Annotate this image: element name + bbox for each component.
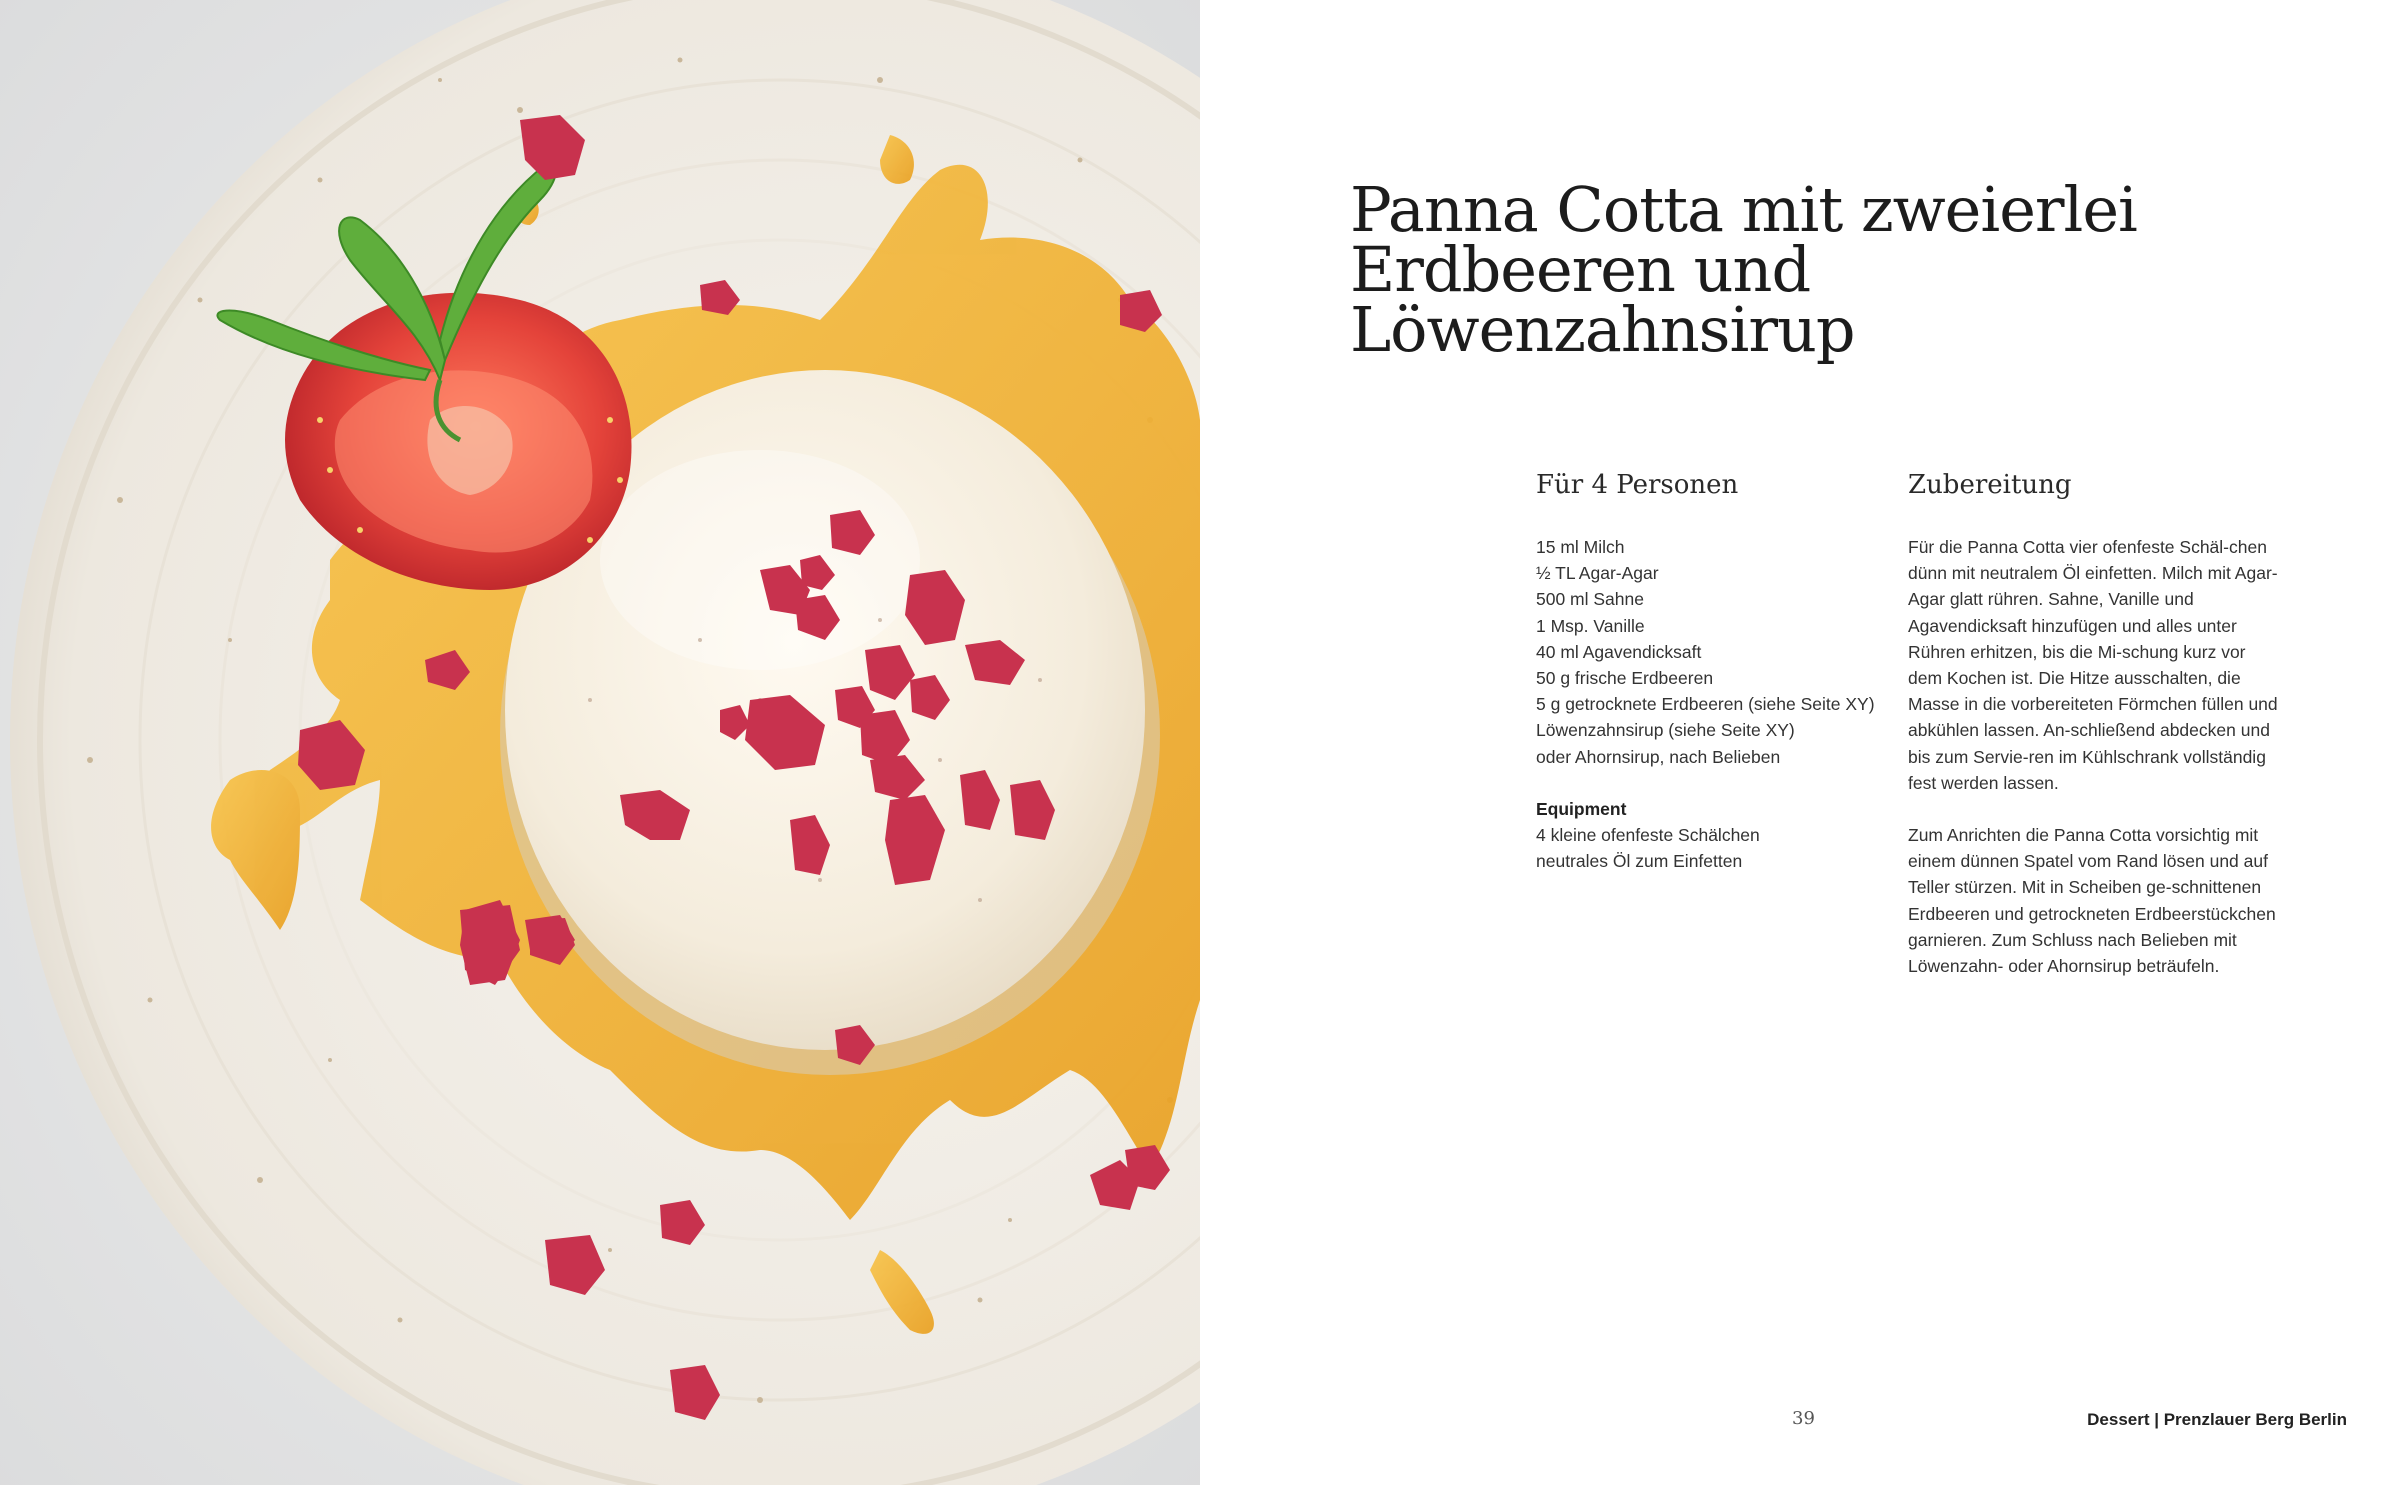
- ingredient-list: [1536, 534, 1896, 770]
- footer-section-label: Dessert | Prenzlauer Berg Berlin: [2087, 1410, 2347, 1429]
- ingredient-item: ½ TL Agar-Agar: [1536, 563, 1659, 584]
- recipe-title: [1350, 173, 2330, 366]
- ingredient-item: 15 ml Milch: [1536, 537, 1625, 557]
- equipment-heading: Equipment: [1536, 798, 1627, 819]
- ingredient-item: 5 g getrocknete Erdbeeren (siehe Seite XY): [1536, 694, 1875, 715]
- page-number: 39: [1792, 1408, 1815, 1429]
- ingredient-item: 1 Msp. Vanille: [1536, 615, 1645, 636]
- equipment-item: neutrales Öl zum Einfetten: [1536, 851, 1743, 872]
- recipe-title-line-1: Panna Cotta mit zweierlei: [1350, 173, 2137, 246]
- ingredient-item: 500 ml Sahne: [1536, 589, 1644, 610]
- ingredient-item: 50 g frische Erdbeeren: [1536, 668, 1714, 689]
- ingredient-item: oder Ahornsirup, nach Belieben: [1536, 746, 1781, 767]
- ingredients-column: [1536, 470, 1896, 874]
- preparation-heading: Zubereitung: [1908, 470, 2072, 500]
- ingredient-item: 40 ml Agavendicksaft: [1536, 641, 1702, 662]
- servings-heading: Für 4 Personen: [1536, 470, 1739, 500]
- equipment-item: 4 kleine ofenfeste Schälchen: [1536, 825, 1760, 846]
- recipe-title-line-2: Erdbeeren und Löwenzahnsirup: [1350, 233, 1855, 366]
- preparation-paragraph: Zum Anrichten die Panna Cotta vorsichtig mit einem dünnen Spatel vom Rand lösen und auf Teller stürzen. Mit in Scheiben ge-schnittenen Erdbeeren und getrockneten Erdbeerstückchen garnieren. Zum Schluss nach Belieben mit Löwenzahn- oder Ahornsirup beträufeln.: [1908, 825, 2276, 977]
- recipe-page: [1200, 0, 2399, 1485]
- equipment-list: [1536, 822, 1896, 874]
- preparation-column: [1908, 470, 2278, 1005]
- preparation-paragraph: Für die Panna Cotta vier ofenfeste Schäl-chen dünn mit neutralem Öl einfetten. Milch mit Agar-Agar glatt rühren. Sahne, Vanille und Agavendicksaft hinzufügen und alles unter Rühren erhitzen, bis die Mi-schung kurz vor dem Kochen ist. Die Hitze ausschalten, die Masse in die vorbereiteten Förmchen füllen und abkühlen lassen. An-schließend abdecken und bis zum Servie-ren im Kühlschrank vollständig fest werden lassen.: [1908, 537, 2278, 793]
- ingredient-item: Löwenzahnsirup (siehe Seite XY): [1536, 720, 1795, 741]
